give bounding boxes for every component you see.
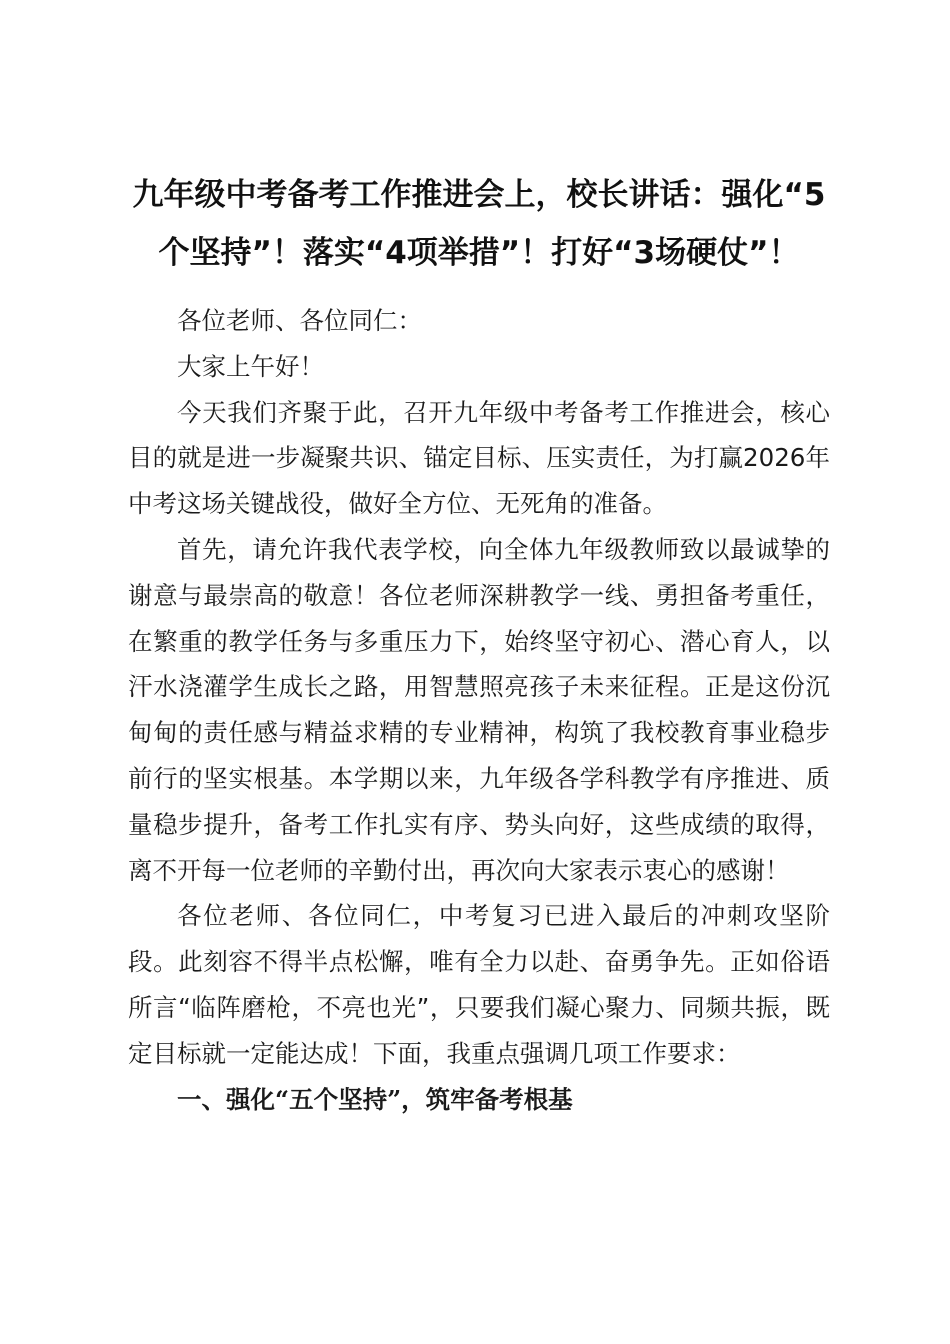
greeting: 大家上午好！ [177,351,324,381]
salutation: 各位老师、各位同仁： [177,306,422,335]
body-paragraph: 今天我们齐聚于此，召开九年级中考备考工作推进会，核心目的就是进一步凝聚共识、锚定目标、压实责任，为打赢2026年中考这场关键战役，做好全方位、无死角的准备。 [128,397,830,519]
body-paragraph: 首先，请允许我代表学校，向全体九年级教师致以最诚挚的谢意与最崇高的敬意！各位老师深耕教学一线、勇担备考重任，在繁重的教学任务与多重压力下，始终坚守初心、潜心育人，以汗水浇灌学生成长之路，用智慧照亮孩子未来征程。正是这份沉甸甸的责任感与精益求精的专业精神，构筑了我校教育事业稳步前行的坚实根基。本学期以来，九年级各学科教学有序推进、质量稳步提升，备考工作扎实有序、势头向好，这些成绩的取得，离不开每一位老师的辛勤付出，再次向大家表示衷心的感谢！ [128,534,830,885]
body-paragraph: 各位老师、各位同仁，中考复习已进入最后的冲刺攻坚阶段。此刻容不得半点松懈，唯有全力以赴、奋勇争先。正如俗语所言“临阵磨枪，不亮也光”，只要我们凝心聚力、同频共振，既定目标就一定能达成！下面，我重点强调几项工作要求： [128,901,830,1068]
document-title: 九年级中考备考工作推进会上，校长讲话：强化“5个坚持”！落实“4项举措”！打好“3场硬仗”！ [132,177,826,271]
section-heading: 一、强化“五个坚持”，筑牢备考根基 [177,1084,573,1114]
